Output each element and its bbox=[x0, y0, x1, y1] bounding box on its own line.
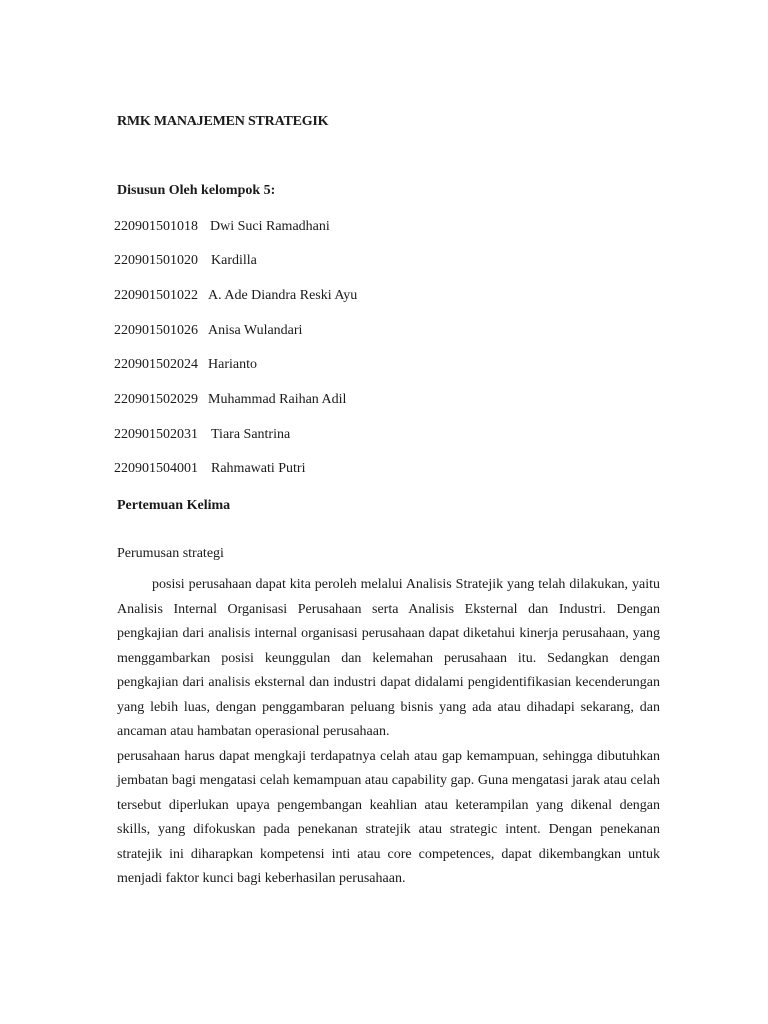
member-nim: 220901501020 bbox=[114, 253, 198, 268]
group-heading: Disusun Oleh kelompok 5: bbox=[117, 183, 276, 198]
member-row bbox=[114, 427, 290, 443]
member-nim: 220901502031 bbox=[114, 427, 198, 442]
member-row bbox=[114, 357, 257, 373]
member-nim: 220901501022 bbox=[114, 288, 198, 303]
member-row bbox=[114, 288, 357, 304]
member-nim: 220901501026 bbox=[114, 323, 198, 338]
member-name: Muhammad Raihan Adil bbox=[208, 392, 347, 407]
member-name: A. Ade Diandra Reski Ayu bbox=[208, 288, 358, 303]
member-name: Tiara Santrina bbox=[211, 427, 291, 442]
member-name: Dwi Suci Ramadhani bbox=[210, 219, 330, 234]
member-row bbox=[114, 461, 306, 477]
member-row bbox=[114, 219, 330, 235]
paragraph: perusahaan harus dapat mengkaji terdapatnya celah atau gap kemampuan, sehingga dibutuhkan jembatan bagi mengatasi celah kemampuan atau capability gap. Guna mengatasi jarak atau celah tersebut diperlukan upaya pengembangan keahlian atau keterampilan yang dikenal dengan skills, yang difokuskan pada penekanan stratejik atau strategic intent. Dengan penekanan stratejik ini diharapkan kompetensi inti atau core competences, dapat dikembangkan untuk menjadi faktor kunci bagi keberhasilan perusahaan. bbox=[117, 748, 660, 886]
member-name: Rahmawati Putri bbox=[211, 461, 306, 476]
member-row bbox=[114, 323, 302, 339]
member-nim: 220901504001 bbox=[114, 461, 198, 476]
section-title: Perumusan strategi bbox=[117, 546, 224, 561]
member-row bbox=[114, 253, 257, 269]
meeting-heading: Pertemuan Kelima bbox=[117, 498, 231, 513]
body-text bbox=[117, 573, 660, 892]
member-name: Kardilla bbox=[211, 253, 257, 268]
member-nim: 220901502029 bbox=[114, 392, 198, 407]
member-nim: 220901502024 bbox=[114, 357, 198, 372]
member-nim: 220901501018 bbox=[114, 219, 198, 234]
member-name: Anisa Wulandari bbox=[208, 323, 303, 338]
document-title: RMK MANAJEMEN STRATEGIK bbox=[117, 114, 329, 129]
member-row bbox=[114, 392, 346, 408]
paragraph: posisi perusahaan dapat kita peroleh melalui Analisis Stratejik yang telah dilakukan, yaitu Analisis Internal Organisasi Perusahaan serta Analisis Eksternal dan Industri. Dengan pengkajian dari analisis internal organisasi perusahaan dapat diketahui kinerja perusahaan, yang menggambarkan posisi keunggulan dan kelemahan perusahaan itu. Sedangkan dengan pengkajian dari analisis eksternal dan industri dapat didalami pengidentifikasian kecenderungan yang lebih luas, dengan penggambaran peluang bisnis yang ada atau dihadapi sekarang, dan ancaman atau hambatan operasional perusahaan. bbox=[117, 577, 660, 739]
member-name: Harianto bbox=[208, 357, 257, 372]
